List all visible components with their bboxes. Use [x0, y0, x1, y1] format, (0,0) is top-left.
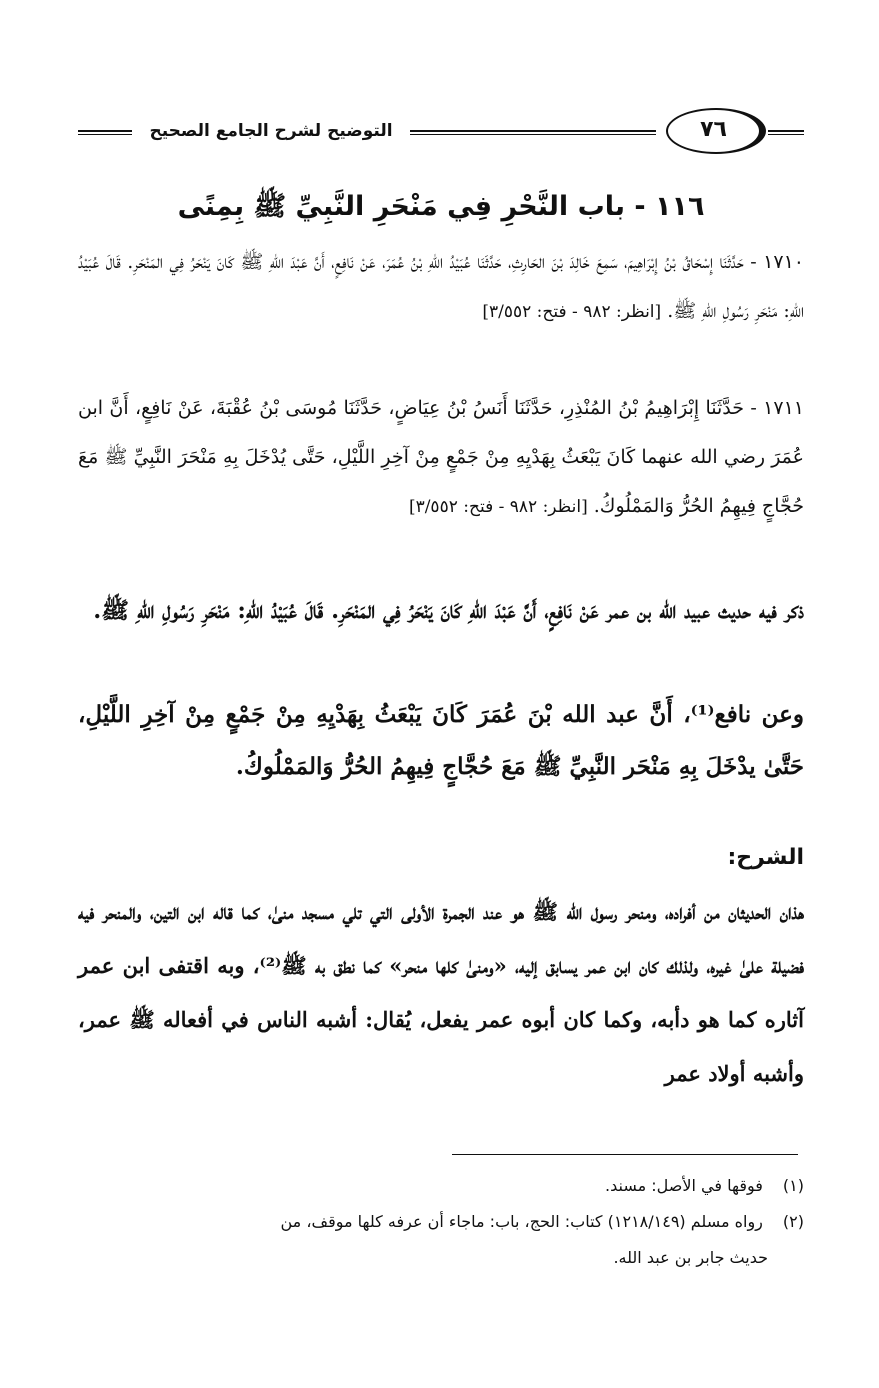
commentary-paragraph-a: ذكر فيه حديث عبيد الله بن عمر عَنْ نَافِعٍ، أَنَّ عَبْدَ اللهِ كَانَ يَنْحَرُ فِي المَنْحَرِ. قَالَ عُبَيْدُ اللهِ: مَنْحَرِ رَسُولِ اللهِ ﷺ.: [93, 597, 804, 624]
footnote-2-continuation: حديث جابر بن عبد الله.: [613, 1248, 768, 1267]
footnotes: [78, 1168, 804, 1276]
header-rule-left: [78, 130, 132, 135]
chapter-heading: ١١٦ - باب النَّحْرِ فِي مَنْحَرِ النَّبِيِّ ﷺ بِمِنًى: [177, 191, 705, 222]
hadith-text: ١٧١٠ - حَدَّثَنَا إِسْحَاقُ بْنُ إِبْرَاهِيمَ، سَمِعَ خَالِدَ بْنَ الحَارِثِ، حَدَّثَنَا عُبَيْدُ اللهِ بْنُ عُمَرَ، عَنْ نَافِعٍ، أَنَّ عَبْدَ اللهِ ﷺ كَانَ يَنْحَرُ فِي المَنْحَرِ. قَالَ عُبَيْدُ اللهِ: مَنْحَرِ رَسُولِ اللهِ ﷺ.: [78, 251, 804, 322]
hadith-text: ١٧١١ - حَدَّثَنَا إِبْرَاهِيمُ بْنُ المُنْذِرِ، حَدَّثَنَا أَنَسُ بْنُ عِيَاضٍ، حَدَّثَنَا مُوسَى بْنُ عُقْبَةَ، عَنْ نَافِعٍ، أَنَّ ابن عُمَرَ رضي الله عنهما كَانَ يَبْعَثُ بِهَدْيِهِ مِنْ جَمْعٍ مِنْ آخِرِ اللَّيْلِ، حَتَّى يُدْخَلَ بِهِ مَنْحَرَ النَّبِيِّ ﷺ مَعَ حُجَّاجٍ فِيهِمُ الحُرُّ وَالمَمْلُوكُ.: [78, 397, 804, 517]
header-rule-right: [768, 130, 804, 135]
hadith-1710: [78, 238, 804, 337]
hadith-reference: [انظر: ٩٨٢ - فتح: ٣/٥٥٢]: [482, 302, 662, 322]
sharh-body: هذان الحديثان من أفراده، ومنحر رسول الله ﷺ هو عند الجمرة الأولى التي تلي مسجد منىٰ، كما قاله ابن التين، والمنحر فيه فضيلة علىٰ غيره، ولذلك كان ابن عمر يسابق إليه، «ومنىٰ كلها منحر» كما نطق به ﷺ⁽²⁾، وبه اقتفى ابن عمر آثاره كما هو دأبه، وكما كان أبوه عمر يفعل، يُقال: أشبه الناس في أفعاله ﷺ عمر، وأشبه أولاد عمر: [78, 899, 805, 1086]
hadith-1711: [78, 384, 804, 532]
footnote-1: [78, 1168, 804, 1204]
footnote-number: (٢): [782, 1212, 804, 1231]
header-rule-middle: [410, 130, 656, 135]
footnote-text: رواه مسلم (١٢١٨/١٤٩) كتاب: الحج، باب: ماجاء أن عرفه كلها موقف، من: [280, 1212, 763, 1231]
footnote-number: (١): [782, 1176, 804, 1195]
sharh-heading: الشرح:: [727, 845, 804, 870]
book-title: التوضيح لشرح الجامع الصحيح: [149, 121, 393, 141]
footnote-text: فوقها في الأصل: مسند.: [605, 1176, 763, 1195]
page-number: ٧٦: [666, 108, 766, 154]
footnote-2: [78, 1204, 804, 1240]
footnote-separator: [452, 1154, 798, 1155]
commentary-paragraph-b: وعن نافع⁽¹⁾، أَنَّ عبد الله بْنَ عُمَرَ كَانَ يَبْعَثُ بِهَدْيِهِ مِنْ جَمْعٍ مِنْ آخِرِ اللَّيْلِ، حَتَّىٰ يدْخَلَ بِهِ مَنْحَر النَّبِيِّ ﷺ مَعَ حُجَّاجٍ فِيهِمُ الحُرُّ وَالمَمْلُوكُ.: [78, 701, 804, 780]
running-header: [78, 108, 804, 158]
hadith-reference: [انظر: ٩٨٢ - فتح: ٣/٥٥٢]: [408, 497, 588, 517]
